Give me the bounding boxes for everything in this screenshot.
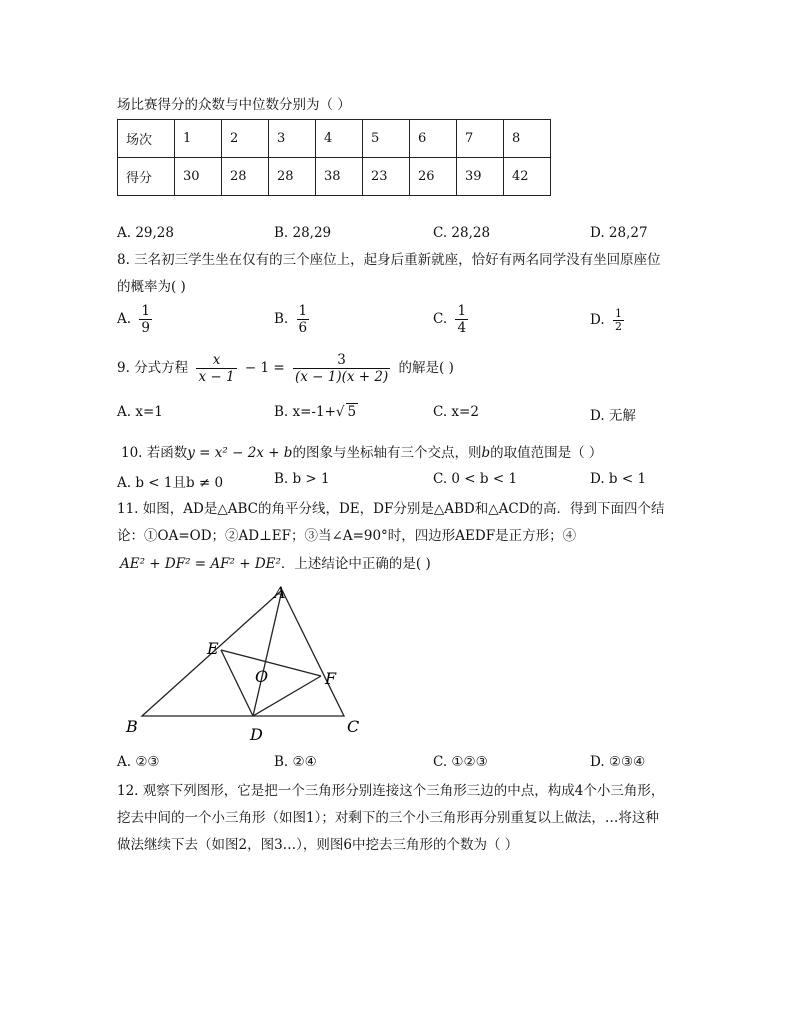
table-cell: 42 xyxy=(504,158,551,196)
table-cell: 39 xyxy=(457,158,504,196)
q9-option-d: D. 无解 xyxy=(590,408,636,424)
table-cell: 26 xyxy=(410,158,457,196)
q10-option-d: D. b < 1 xyxy=(590,471,647,487)
q10-option-a: A. b < 1且b ≠ 0 xyxy=(117,475,224,491)
q7-option-a: A. 29,28 xyxy=(117,225,174,241)
q10-stem: 10. 若函数y = x² − 2x + b的图象与坐标轴有三个交点，则b的取值范围是（ ） xyxy=(121,445,603,461)
table-cell: 场次 xyxy=(118,120,175,158)
table-row xyxy=(118,158,551,196)
table-cell: 5 xyxy=(363,120,410,158)
q11-option-b: B. ②④ xyxy=(274,754,317,770)
q7-stem: 场比赛得分的众数与中位数分别为（ ） xyxy=(117,97,351,113)
table-cell: 7 xyxy=(457,120,504,158)
label-o: O xyxy=(255,667,269,686)
q8-option-c: C. $\frac{1}{4}$ xyxy=(433,303,467,336)
table-cell: 1 xyxy=(175,120,222,158)
table-cell: 28 xyxy=(222,158,269,196)
table-cell: 6 xyxy=(410,120,457,158)
table-cell: 得分 xyxy=(118,158,175,196)
table-cell: 38 xyxy=(316,158,363,196)
table-cell: 3 xyxy=(269,120,316,158)
q9-option-c: C. x=2 xyxy=(433,404,479,420)
label-a: A xyxy=(274,583,286,602)
table-cell: 2 xyxy=(222,120,269,158)
q7-option-c: C. 28,28 xyxy=(433,225,491,241)
q11-line-3: AE² + DF² = AF² + DE²．上述结论中正确的是( ) xyxy=(120,556,431,572)
q9-option-b: B. x=-1+√ 5 xyxy=(274,404,357,420)
q8-line-1: 8. 三名初三学生坐在仅有的三个座位上，起身后重新就座，恰好有两名同学没有坐回原座位 xyxy=(117,252,661,268)
label-c: C xyxy=(347,717,360,736)
table-cell: 4 xyxy=(316,120,363,158)
triangle-abc xyxy=(142,590,344,716)
q7-option-d: D. 28,27 xyxy=(590,225,648,241)
q10-option-c: C. 0 < b < 1 xyxy=(433,471,518,487)
label-f: F xyxy=(325,669,337,688)
q9-option-a: A. x=1 xyxy=(117,404,163,420)
q11-option-a: A. ②③ xyxy=(117,754,160,770)
label-b: B xyxy=(126,717,138,736)
score-table xyxy=(117,119,551,196)
q12-line-1: 12. 观察下列图形，它是把一个三角形分别连接这个三角形三边的中点，构成4个小三角形， xyxy=(117,783,665,799)
q9-stem: 9. 分式方程 $\frac{x}{x - 1}$ − 1 = $\frac{3}{(x - 1)(x + 2)}$ 的解是( ) xyxy=(117,352,454,385)
label-d: D xyxy=(250,725,263,744)
label-e: E xyxy=(207,639,219,658)
q8-option-d: D. $\frac{1}{2}$ xyxy=(590,307,622,333)
q11-line-1: 11. 如图，AD是△ABC的角平分线，DE，DF分别是△ABD和△ACD的高．得到下面四个结 xyxy=(117,501,665,517)
q10-option-b: B. b > 1 xyxy=(274,471,330,487)
q11-option-d: D. ②③④ xyxy=(590,754,646,770)
table-cell: 30 xyxy=(175,158,222,196)
q8-line-2: 的概率为( ) xyxy=(117,279,186,295)
table-row xyxy=(118,120,551,158)
segment-de xyxy=(221,650,253,716)
q7-option-b: B. 28,29 xyxy=(274,225,332,241)
table-cell: 23 xyxy=(363,158,410,196)
triangle-figure xyxy=(110,580,380,750)
q11-line-2: 论：①OA=OD；②AD⊥EF；③当∠A=90°时，四边形AEDF是正方形；④ xyxy=(117,528,577,544)
table-cell: 28 xyxy=(269,158,316,196)
q8-option-a: A. $\frac{1}{9}$ xyxy=(117,303,150,336)
q12-line-3: 做法继续下去（如图2，图3…），则图6中挖去三角形的个数为（ ） xyxy=(117,837,519,853)
q8-option-b: B. $\frac{1}{6}$ xyxy=(274,303,308,336)
segment-ef xyxy=(221,650,321,676)
q11-option-c: C. ①②③ xyxy=(433,754,488,770)
table-cell: 8 xyxy=(504,120,551,158)
q12-line-2: 挖去中间的一个小三角形（如图1）；对剩下的三个小三角形再分别重复以上做法，…将这种 xyxy=(117,810,659,826)
bisector-ad xyxy=(253,590,282,716)
